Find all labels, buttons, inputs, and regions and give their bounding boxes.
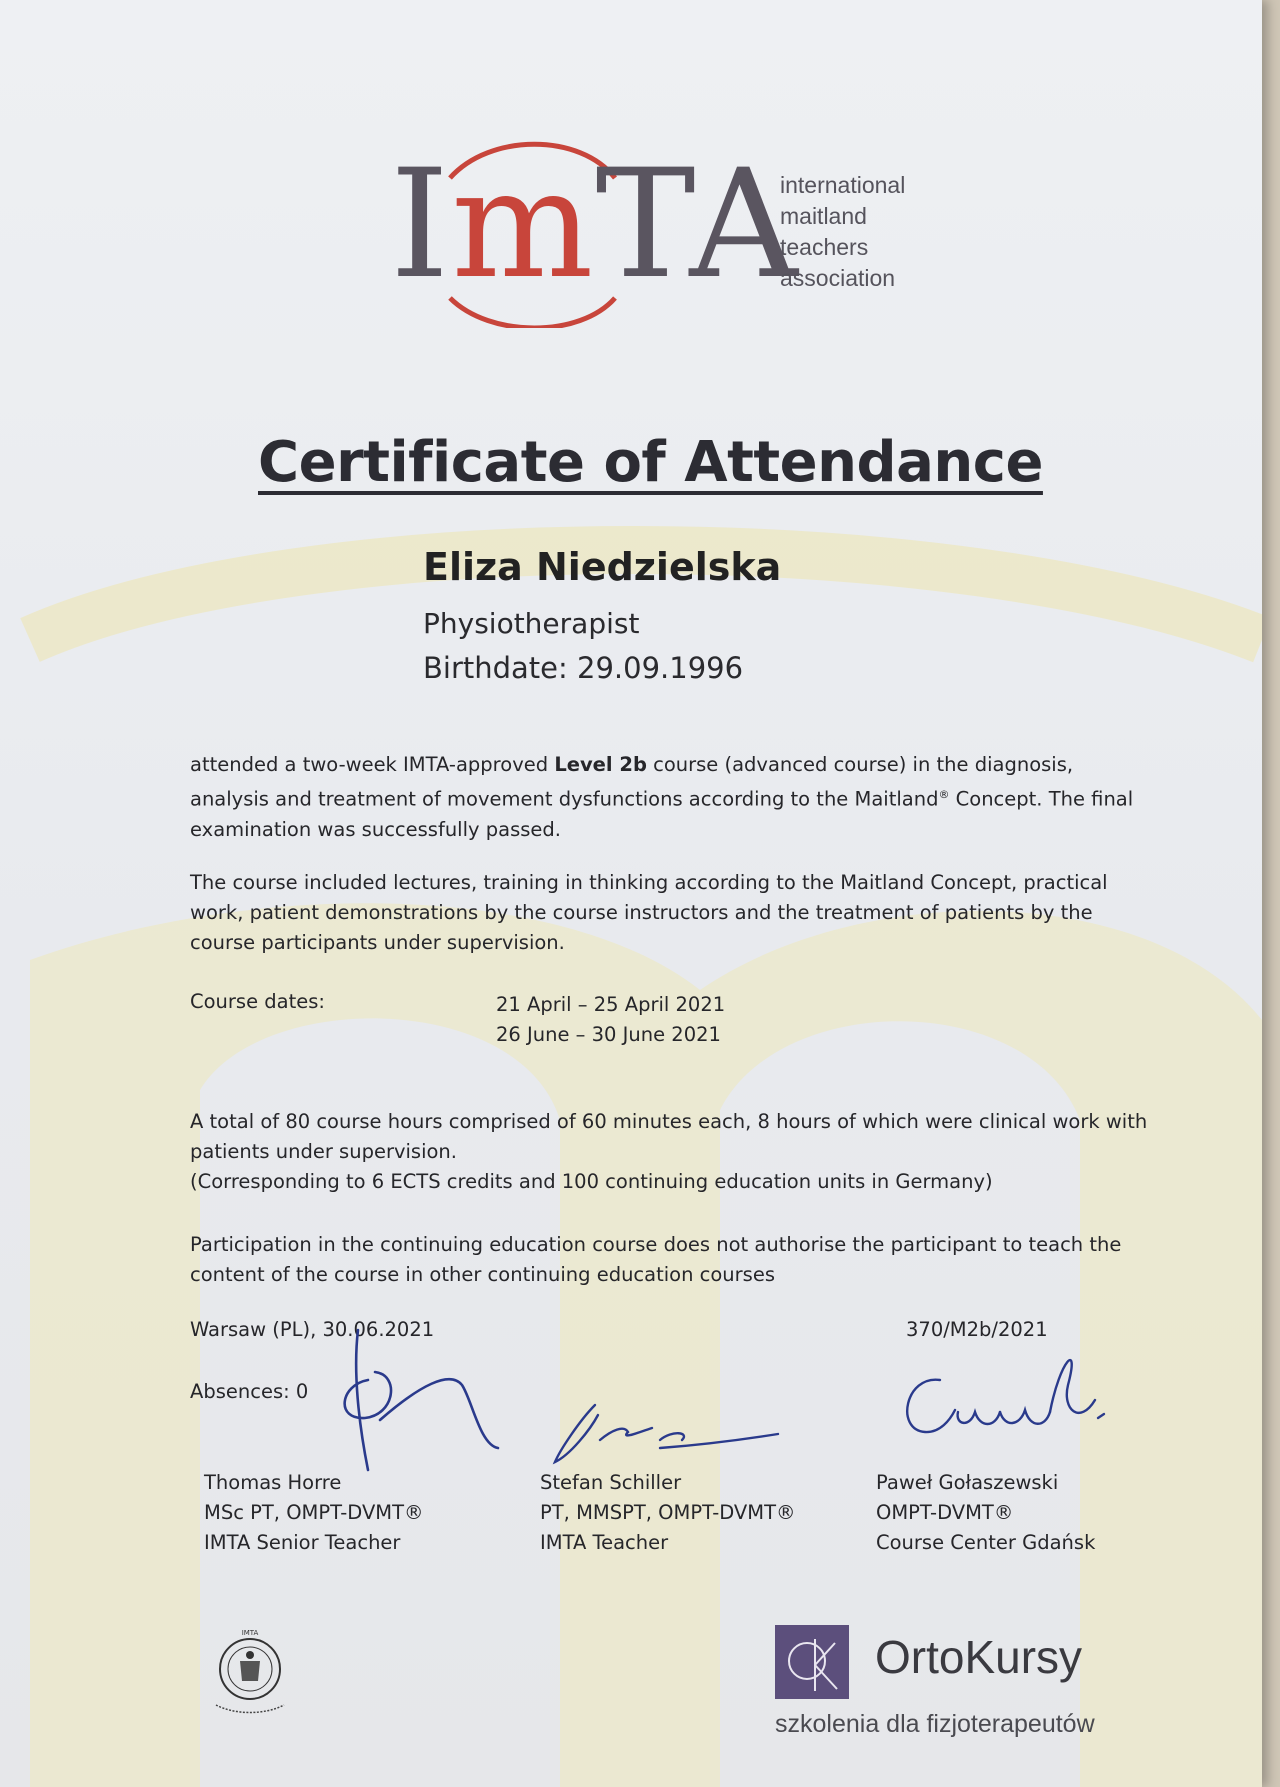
p1-text-c: Concept. The final examination was successfully passed. <box>190 787 1134 841</box>
course-date-range: 21 April – 25 April 2021 <box>496 993 726 1016</box>
place-date: Warsaw (PL), 30.06.2021 <box>190 1318 435 1341</box>
logo-line: international <box>780 172 906 198</box>
course-description <box>190 750 1150 845</box>
signatory-name: Thomas Horre <box>204 1471 342 1494</box>
imta-logo <box>390 138 800 312</box>
signatory-credentials: MSc PT, OMPT-DVMT® <box>204 1501 424 1524</box>
ortokursy-tagline: szkolenia dla fizjoterapeutów <box>775 1710 1095 1738</box>
course-content: The course included lectures, training in thinking according to the Maitland Concept, practical work, patient demonstrations by the course instructors and the treatment of patients by the course participants under supervision. <box>190 871 1108 954</box>
recipient-birthdate: Birthdate: 29.09.1996 <box>423 651 744 685</box>
logo-letters-ta: TA <box>595 138 800 312</box>
certificate-title: Certificate of Attendance <box>258 430 1043 495</box>
logo-text <box>780 170 905 294</box>
course-dates <box>496 990 725 1050</box>
course-date-range: 26 June – 30 June 2021 <box>496 1023 721 1046</box>
ortokursy-name: OrtoKursy <box>875 1631 1083 1683</box>
p1-text-b: course (advanced course) in the diagnosis, analysis and treatment of movement dysfunctions according to the Maitland <box>190 753 1074 811</box>
logo-line: association <box>780 265 896 291</box>
recipient-name: Eliza Niedzielska <box>423 545 782 589</box>
signatory-name: Paweł Gołaszewski <box>876 1471 1059 1494</box>
signatory-name: Stefan Schiller <box>540 1471 682 1494</box>
participation-note: Participation in the continuing education course does not authorise the participant to teach the content of the course in other continuing education courses <box>190 1233 1122 1286</box>
certificate-reference: 370/M2b/2021 <box>906 1318 1048 1341</box>
signatory-1 <box>204 1468 424 1558</box>
signatory-role: IMTA Senior Teacher <box>204 1531 401 1554</box>
course-credits-line: (Corresponding to 6 ECTS credits and 100 continuing education units in Germany) <box>190 1170 993 1193</box>
absences: Absences: 0 <box>190 1380 309 1403</box>
imta-seal-icon <box>210 1625 290 1720</box>
p1-text-a: attended a two-week IMTA-approved <box>190 753 555 776</box>
ortokursy-logo-icon <box>775 1625 849 1699</box>
svg-text:IMTA: IMTA <box>241 1629 259 1637</box>
logo-letter-i: I <box>390 138 452 312</box>
signatory-2 <box>540 1468 796 1558</box>
logo-line: maitland <box>780 203 867 229</box>
course-dates-label: Course dates: <box>190 990 325 1013</box>
signatory-credentials: OMPT-DVMT® <box>876 1501 1014 1524</box>
signatory-role: Course Center Gdańsk <box>876 1531 1096 1554</box>
logo-letter-m: m <box>451 138 596 312</box>
signatory-3 <box>876 1468 1095 1558</box>
recipient-profession: Physiotherapist <box>423 607 640 640</box>
course-hours-line: A total of 80 course hours comprised of 60 minutes each, 8 hours of which were clinical work with patients under supervision. <box>190 1110 1148 1163</box>
logo-line: teachers <box>780 234 869 260</box>
registered-mark: ® <box>938 788 950 801</box>
course-hours <box>190 1107 1150 1197</box>
signatory-credentials: PT, MMSPT, OMPT-DVMT® <box>540 1501 796 1524</box>
course-level: Level 2b <box>554 753 647 776</box>
signatory-role: IMTA Teacher <box>540 1531 669 1554</box>
